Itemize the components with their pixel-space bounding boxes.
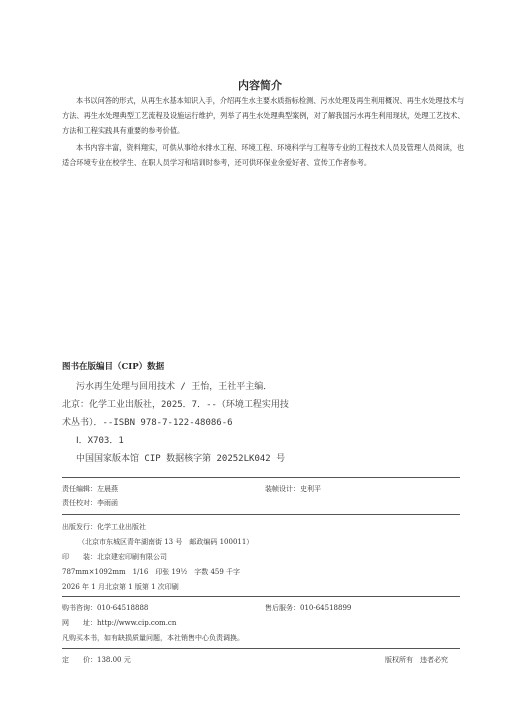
price-row <box>62 655 131 665</box>
price-value: 138.00 元 <box>97 656 131 664</box>
service-row <box>265 603 351 613</box>
publisher-name: 化学工业出版社 <box>97 523 146 531</box>
proof-row <box>62 498 118 508</box>
divider <box>62 596 460 597</box>
cip-line-5: 中国国家版本馆 CIP 数据核字第 20252LK042 号 <box>76 454 286 464</box>
printer-label: 印 装： <box>62 553 97 561</box>
website-row <box>62 618 176 628</box>
cip-line-3: 术丛书）．--ISBN 978-7-122-48086-6 <box>62 418 233 428</box>
edition-info: 2026 年 1 月北京第 1 版第 1 次印刷 <box>62 583 179 591</box>
purchase-row <box>62 603 148 613</box>
publisher-address: （北京市东城区青年湖南街 13 号 邮政编码 100011） <box>78 538 254 546</box>
cip-line-2: 北京：化学工业出版社，2025．7．--（环境工程实用技 <box>62 400 289 410</box>
price-label: 定 价： <box>62 656 97 664</box>
publisher-row <box>62 522 146 532</box>
editor-row <box>62 484 118 494</box>
cip-line-1: 污水再生处理与回用技术 / 王怡，王社平主编． <box>76 382 273 392</box>
divider <box>62 477 460 478</box>
printer-name: 北京建宏印刷有限公司 <box>97 553 167 561</box>
design-label: 装帧设计： <box>265 485 300 493</box>
service-label: 售后服务： <box>265 604 300 612</box>
design-name: 史利平 <box>300 485 321 493</box>
purchase-phone: 010-64518888 <box>97 604 149 612</box>
divider <box>62 648 460 649</box>
summary-title: 内容简介 <box>238 79 282 92</box>
printer-row <box>62 552 167 562</box>
summary-paragraph-2 <box>62 140 468 170</box>
cip-heading: 图书在版编目（CIP）数据 <box>62 362 165 372</box>
divider <box>62 514 460 515</box>
purchase-label: 购书咨询： <box>62 604 97 612</box>
summary-paragraph-1 <box>62 93 468 138</box>
quality-notice: 凡购买本书，如有缺损质量问题，本社销售中心负责调换。 <box>62 634 244 642</box>
proof-name: 李雨函 <box>97 499 118 507</box>
publisher-label: 出版发行： <box>62 523 97 531</box>
editor-label: 责任编辑： <box>62 485 97 493</box>
proof-label: 责任校对： <box>62 499 97 507</box>
service-phone: 010-64518899 <box>300 604 352 612</box>
website-url: http://www.cip.com.cn <box>97 619 177 627</box>
copyright-notice: 版权所有 违者必究 <box>385 656 448 664</box>
summary-paragraph-1-text: 本书以问答的形式，从再生水基本知识入手，介绍再生水主要水质指标检测、污水处理及再生利用概况、再生水处理技术与方法、再生水处理典型工艺流程及设施运行维护，列举了再生水处理典型案例，对了解我国污水再生利用现状，处理工艺技术、方法和工程实践具有重要的参考价值。 <box>62 96 465 135</box>
format-spec: 787mm×1092mm 1/16 印张 19½ 字数 459 千字 <box>62 568 241 576</box>
cip-line-4: Ⅰ．X703．1 <box>76 436 124 446</box>
design-row <box>265 484 321 494</box>
summary-paragraph-2-text: 本书内容丰富，资料翔实，可供从事给水排水工程、环境工程、环境科学与工程等专业的工程技术人员及管理人员阅读，也适合环境专业在校学生、在职人员学习和培训时参考，还可供环保业余爱好者、宣传工作者参考。 <box>62 143 465 167</box>
website-label: 网 址： <box>62 619 97 627</box>
editor-name: 左晨燕 <box>97 485 118 493</box>
